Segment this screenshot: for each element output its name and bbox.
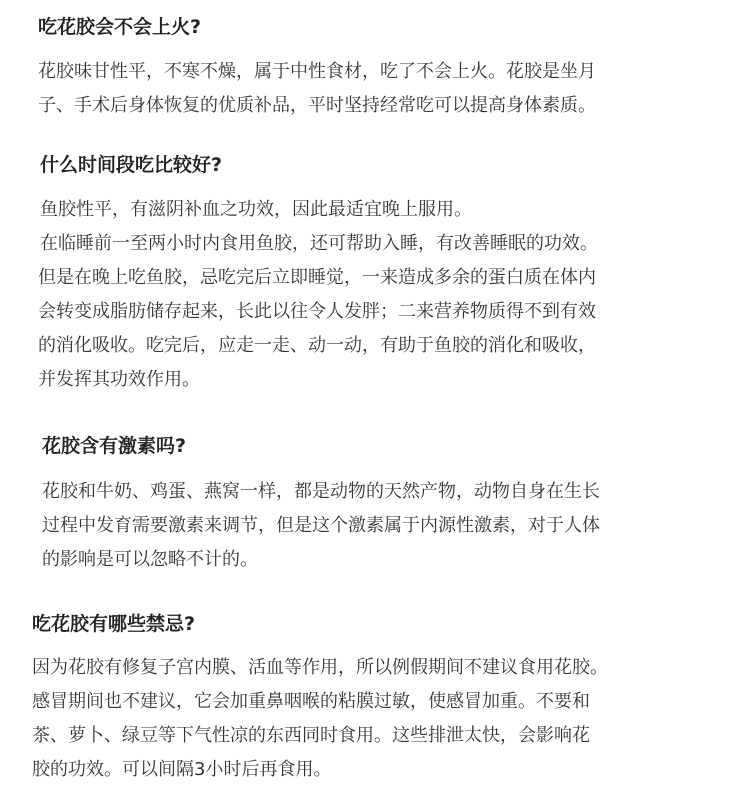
paragraph-line: 的消化吸收。吃完后，应走一走、动一动，有助于鱼胶的消化和吸收， [38,335,596,356]
paragraph-line: 花胶和牛奶、鸡蛋、燕窝一样，都是动物的天然产物，动物自身在生长 [42,481,600,502]
paragraph-line: 但是在晚上吃鱼胶，忌吃完后立即睡觉，一来造成多余的蛋白质在体内 [38,267,596,288]
section-heading: 吃花胶会不会上火? [38,16,202,38]
section-heading: 吃花胶有哪些禁忌? [32,613,196,635]
paragraph-line: 感冒期间也不建议，它会加重鼻咽喉的粘膜过敏，使感冒加重。不要和 [32,691,590,712]
paragraph-line: 花胶味甘性平，不寒不燥，属于中性食材，吃了不会上火。花胶是坐月 [38,61,596,82]
paragraph-line: 会转变成脂肪储存起来，长此以往令人发胖；二来营养物质得不到有效 [38,301,596,322]
paragraph-line: 鱼胶性平，有滋阴补血之功效，因此最适宜晚上服用。 [40,199,472,220]
section-heading: 花胶含有激素吗? [42,435,187,457]
paragraph-line: 的影响是可以忽略不计的。 [42,549,258,570]
paragraph-line: 在临睡前一至两小时内食用鱼胶，还可帮助入睡，有改善睡眠的功效。 [40,233,598,254]
paragraph-line: 茶、萝卜、绿豆等下气性凉的东西同时食用。这些排泄太快，会影响花 [32,725,590,746]
paragraph-line: 并发挥其功效作用。 [38,369,200,390]
paragraph-line: 因为花胶有修复子宫内膜、活血等作用，所以例假期间不建议食用花胶。 [32,657,608,678]
paragraph-line: 过程中发育需要激素来调节，但是这个激素属于内源性激素，对于人体 [42,515,600,536]
paragraph-line: 子、手术后身体恢复的优质补品，平时坚持经常吃可以提高身体素质。 [38,95,596,116]
paragraph-line: 胶的功效。可以间隔3小时后再食用。 [32,759,332,780]
section-heading: 什么时间段吃比较好? [40,154,223,176]
